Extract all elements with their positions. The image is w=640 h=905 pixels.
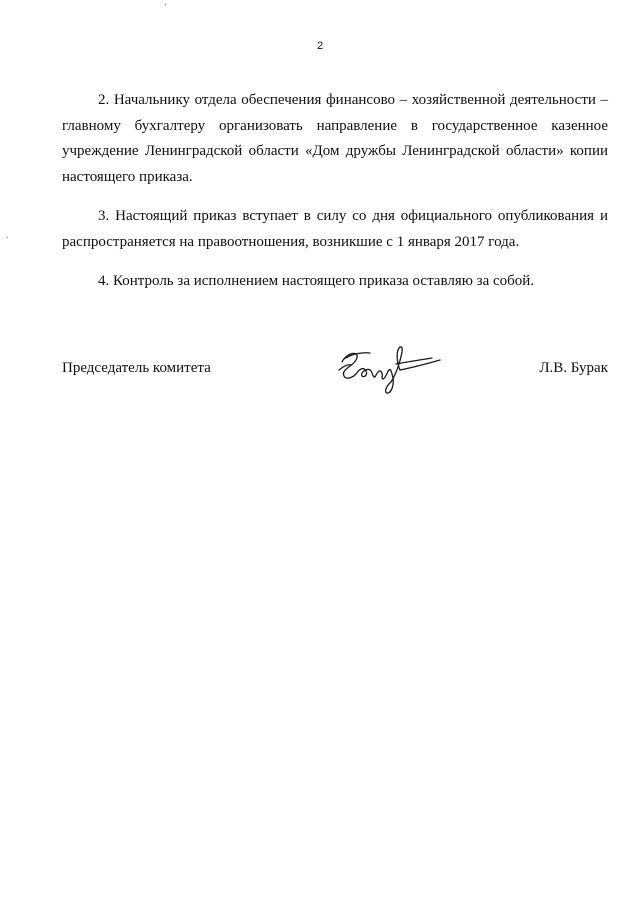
signatory-name: Л.В. Бурак (539, 360, 608, 376)
scan-speck (7, 237, 8, 238)
handwritten-signature (336, 340, 448, 398)
signature-block (62, 358, 608, 388)
signatory-position: Председатель комитета (62, 360, 211, 376)
paragraph-3: 3. Настоящий приказ вступает в силу со дня официального опубликования и распространяется на правоотношения, возникшие с 1 января 2017 года. (62, 208, 608, 250)
page-number: 2 (316, 40, 324, 52)
document-body (62, 88, 608, 295)
paragraph-2: 2. Начальнику отдела обеспечения финансово – хозяйственной деятельности – главному бухгалтеру организовать направление в государственное казенное учреждение Ленинградской области «Дом дружбы Ленинградской области» копии настоящего приказа. (62, 92, 608, 185)
paragraph-4: 4. Контроль за исполнением настоящего приказа оставляю за собой. (98, 273, 535, 289)
scan-speck (165, 4, 166, 5)
